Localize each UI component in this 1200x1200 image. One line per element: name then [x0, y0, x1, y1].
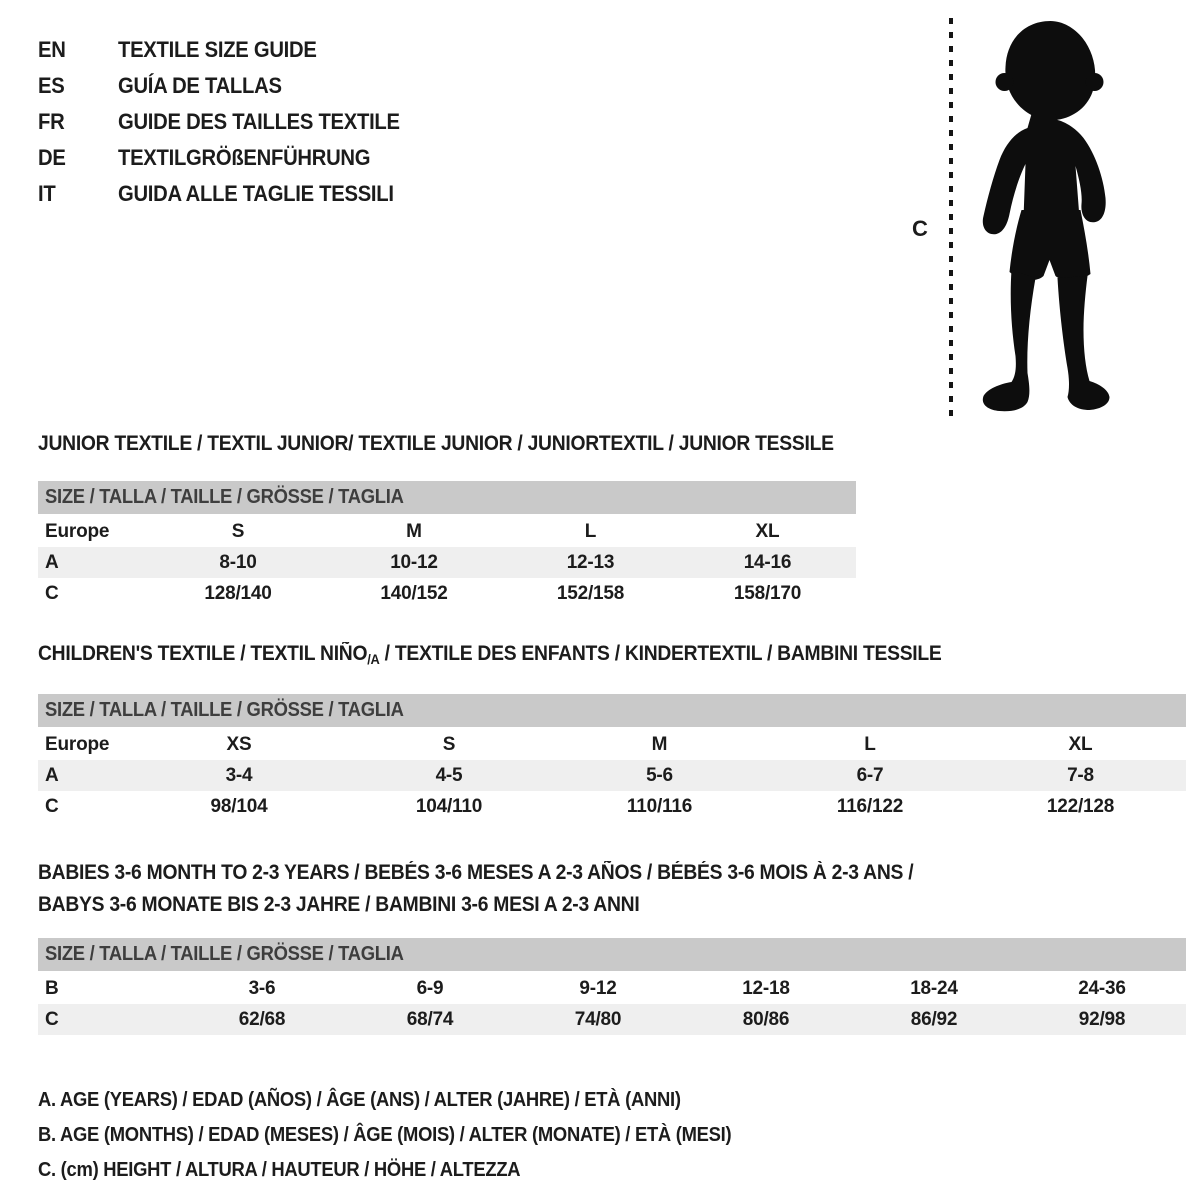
language-row — [38, 140, 1186, 176]
size-cell: S — [231, 520, 245, 542]
language-code-text: EN — [38, 37, 66, 62]
row-label-cell: B — [45, 977, 59, 999]
size-cell: 12-18 — [742, 977, 790, 999]
size-cell: 3-4 — [225, 764, 253, 786]
legend-line-a-text: A. AGE (YEARS) / EDAD (AÑOS) / ÂGE (ANS) / ALTER (JAHRE) / ETÀ (ANNI) — [38, 1089, 681, 1111]
children-section-title-text — [38, 642, 942, 671]
size-cell: 8-10 — [219, 551, 257, 573]
main-content — [38, 32, 1186, 1188]
size-cell: 122/128 — [1046, 795, 1115, 817]
size-cell: 62/68 — [238, 1008, 286, 1030]
size-cell: 5-6 — [646, 764, 673, 786]
size-cell: 98/104 — [210, 795, 268, 817]
size-cell: XL — [1068, 733, 1093, 755]
language-title-text: TEXTILGRÖßENFÜHRUNG — [118, 145, 371, 170]
children-size-header-text: SIZE / TALLA / TAILLE / GRÖSSE / TAGLIA — [45, 699, 404, 721]
row-label-cell: A — [45, 764, 59, 786]
children-title-part: / TEXTILE DES ENFANTS / KINDERTEXTIL / BAMBINI TESSILE — [379, 642, 942, 665]
language-code-text: FR — [38, 109, 65, 134]
table-row — [38, 516, 856, 547]
size-cell: 140/152 — [380, 582, 448, 604]
size-cell: 6-7 — [856, 764, 884, 786]
row-label-cell: Europe — [45, 520, 110, 542]
height-measure-label: C — [912, 216, 928, 241]
junior-size-header-bar — [38, 481, 856, 514]
size-cell: L — [864, 733, 876, 755]
babies-size-table — [38, 973, 1186, 1035]
children-title-subscript: /A — [367, 651, 380, 667]
children-section-title — [38, 642, 1186, 671]
size-cell: XS — [226, 733, 252, 755]
junior-section-title-text: JUNIOR TEXTILE / TEXTIL JUNIOR/ TEXTILE JUNIOR / JUNIORTEXTIL / JUNIOR TESSILE — [38, 432, 834, 455]
size-cell: 128/140 — [204, 582, 272, 604]
children-title-part: CHILDREN'S TEXTILE / TEXTIL NIÑO — [38, 642, 368, 665]
legend-line-b — [38, 1118, 1186, 1153]
children-size-header-bar — [38, 694, 1186, 727]
babies-title-line-2: BABYS 3-6 MONATE BIS 2-3 JAHRE / BAMBINI 3-6 MESI A 2-3 ANNI — [38, 893, 640, 916]
size-cell: 12-13 — [566, 551, 615, 573]
row-label-cell: Europe — [45, 733, 110, 755]
size-cell: 9-12 — [579, 977, 617, 999]
language-row — [38, 32, 1186, 68]
babies-size-header-text: SIZE / TALLA / TAILLE / GRÖSSE / TAGLIA — [45, 943, 404, 965]
table-row — [38, 791, 1186, 822]
legend-line-c-text: C. (cm) HEIGHT / ALTURA / HAUTEUR / HÖHE / ALTEZZA — [38, 1159, 521, 1181]
size-cell: 24-36 — [1078, 977, 1126, 999]
legend — [38, 1083, 1186, 1188]
size-cell: S — [442, 733, 456, 755]
size-cell: 104/110 — [415, 795, 483, 817]
size-cell: 80/86 — [742, 1008, 790, 1030]
language-code-text: ES — [38, 73, 65, 98]
language-title — [118, 181, 1186, 207]
language-code — [38, 37, 118, 63]
table-row — [38, 547, 856, 578]
row-label-cell: C — [45, 1008, 59, 1030]
size-cell: 92/98 — [1078, 1008, 1126, 1030]
size-cell: M — [651, 733, 668, 755]
language-row — [38, 176, 1186, 212]
legend-line-c — [38, 1153, 1186, 1188]
language-title — [118, 145, 1186, 171]
size-cell: 110/116 — [626, 795, 693, 817]
size-cell: 18-24 — [910, 977, 958, 999]
children-size-table — [38, 729, 1186, 822]
language-code-text: DE — [38, 145, 66, 170]
size-cell: 116/122 — [836, 795, 904, 817]
babies-size-header-bar — [38, 938, 1186, 971]
language-list — [38, 32, 1186, 212]
language-code — [38, 73, 118, 99]
size-cell: 14-16 — [743, 551, 792, 573]
babies-section-title — [38, 857, 1186, 921]
table-row — [38, 760, 1186, 791]
row-label-cell: C — [45, 795, 59, 817]
row-label-cell: C — [45, 582, 59, 604]
size-cell: 10-12 — [390, 551, 438, 573]
language-title-text: GUIDE DES TAILLES TEXTILE — [118, 109, 400, 134]
language-code-text: IT — [38, 181, 56, 206]
language-title-text: GUIDA ALLE TAGLIE TESSILI — [118, 181, 394, 206]
language-row — [38, 68, 1186, 104]
table-row — [38, 973, 1186, 1004]
size-cell: 86/92 — [910, 1008, 958, 1030]
size-cell: 7-8 — [1067, 764, 1094, 786]
size-cell: 74/80 — [574, 1008, 622, 1030]
junior-section-title — [38, 432, 1186, 456]
language-title — [118, 109, 1186, 135]
size-cell: 68/74 — [406, 1008, 454, 1030]
table-row — [38, 729, 1186, 760]
size-cell: L — [584, 520, 597, 542]
junior-size-header-text: SIZE / TALLA / TAILLE / GRÖSSE / TAGLIA — [45, 486, 404, 508]
size-cell: M — [406, 520, 422, 542]
table-row — [38, 1004, 1186, 1035]
language-title — [118, 73, 1186, 99]
language-row — [38, 104, 1186, 140]
legend-line-a — [38, 1083, 1186, 1118]
language-title-text: TEXTILE SIZE GUIDE — [118, 37, 317, 62]
row-label-cell: A — [45, 551, 59, 573]
language-title-text: GUÍA DE TALLAS — [118, 73, 282, 98]
size-cell: XL — [755, 520, 780, 542]
language-code — [38, 145, 118, 171]
size-cell: 6-9 — [416, 977, 444, 999]
language-title — [118, 37, 1186, 63]
babies-title-line-1: BABIES 3-6 MONTH TO 2-3 YEARS / BEBÉS 3-6 MESES A 2-3 AÑOS / BÉBÉS 3-6 MOIS À 2-3 ANS / — [38, 861, 914, 884]
language-code — [38, 109, 118, 135]
size-cell: 4-5 — [435, 764, 463, 786]
size-cell: 3-6 — [248, 977, 276, 999]
legend-line-b-text: B. AGE (MONTHS) / EDAD (MESES) / ÂGE (MOIS) / ALTER (MONATE) / ETÀ (MESI) — [38, 1124, 732, 1146]
table-row — [38, 578, 856, 609]
size-cell: 158/170 — [733, 582, 802, 604]
language-code — [38, 181, 118, 207]
size-cell: 152/158 — [556, 582, 625, 604]
junior-size-table — [38, 516, 856, 609]
